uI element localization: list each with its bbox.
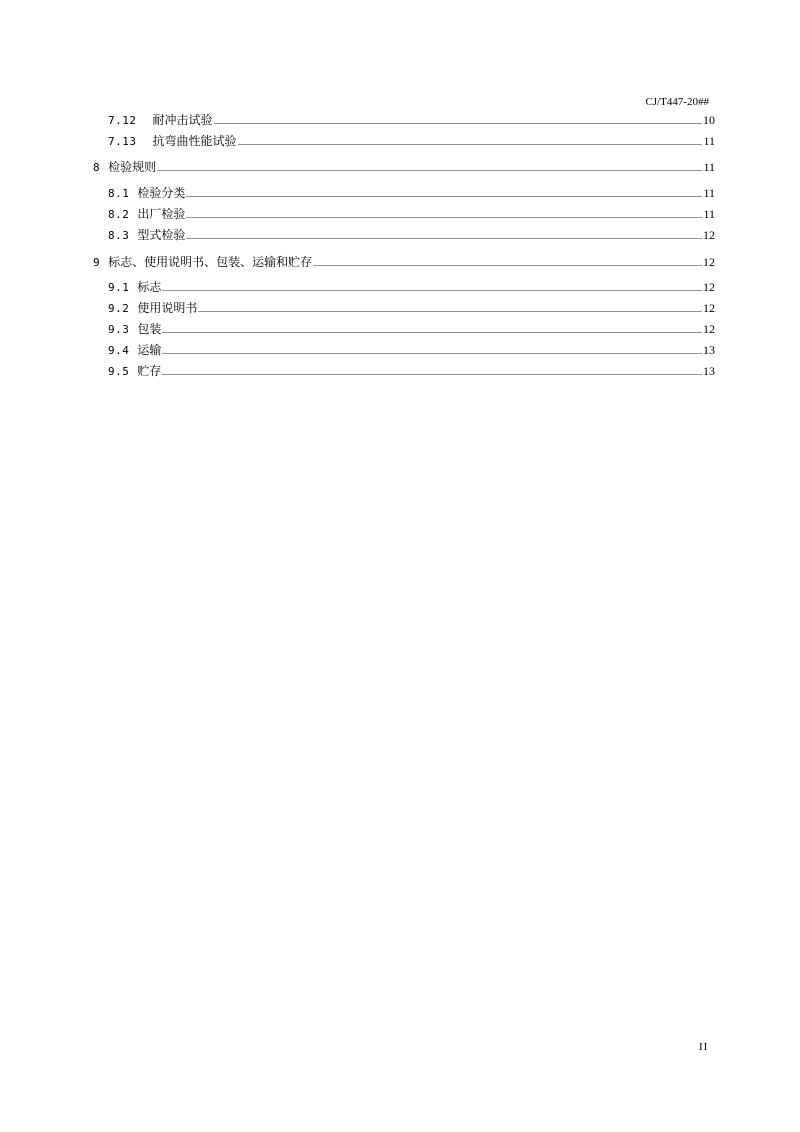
toc-entry-number: 8 (93, 161, 101, 174)
toc-entry-number: 8.1 (108, 187, 130, 200)
toc-entry-page: 12 (703, 322, 715, 336)
toc-entry-number: 9 (93, 256, 101, 269)
toc-entry-9-1[interactable] (108, 279, 715, 295)
dot-leader (198, 311, 702, 312)
toc-entry-number: 9.1 (108, 281, 130, 294)
toc-entry-9-2[interactable] (108, 300, 715, 316)
toc-entry-7-13[interactable] (108, 133, 715, 149)
toc-entry-page: 12 (703, 301, 715, 315)
toc-entry-page: 12 (703, 280, 715, 294)
dot-leader (313, 265, 702, 266)
toc-entry-number: 9.4 (108, 344, 130, 357)
toc-entry-title: 贮存 (137, 364, 162, 378)
toc-entry-page: 13 (703, 364, 715, 378)
toc-entry-9-5[interactable] (108, 363, 715, 379)
dot-leader (157, 170, 702, 171)
toc-entry-9-4[interactable] (108, 342, 715, 358)
toc-entry-number: 8.2 (108, 208, 130, 221)
document-code: CJ/T447-20## (645, 96, 709, 108)
dot-leader (238, 144, 703, 145)
page-number: II (699, 1041, 709, 1053)
toc-entry-8[interactable] (93, 159, 715, 175)
toc-entry-page: 11 (703, 207, 715, 221)
toc-entry-title: 检验分类 (137, 186, 186, 200)
toc-entry-page: 13 (703, 343, 715, 357)
toc-entry-title: 出厂检验 (137, 207, 186, 221)
toc-entry-7-12[interactable] (108, 112, 715, 128)
toc-entry-number: 9.5 (108, 365, 130, 378)
dot-leader (214, 123, 702, 124)
toc-entry-title: 抗弯曲性能试验 (152, 134, 237, 148)
dot-leader (162, 374, 702, 375)
toc-entry-8-1[interactable] (108, 185, 715, 201)
toc-entry-title: 标志 (137, 280, 162, 294)
toc-entry-9-3[interactable] (108, 321, 715, 337)
toc-entry-8-2[interactable] (108, 206, 715, 222)
dot-leader (162, 290, 702, 291)
toc-entry-number: 7.12 (108, 114, 137, 127)
toc-entry-title: 使用说明书 (137, 301, 198, 315)
toc-entry-9[interactable] (93, 254, 715, 270)
dot-leader (186, 217, 702, 218)
toc-entry-page: 12 (703, 255, 715, 269)
toc-entry-title: 标志、使用说明书、包装、运输和贮存 (108, 255, 313, 269)
dot-leader (162, 332, 702, 333)
toc-entry-number: 9.3 (108, 323, 130, 336)
toc-entry-title: 包装 (137, 322, 162, 336)
dot-leader (162, 353, 702, 354)
toc-entry-page: 10 (703, 113, 715, 127)
toc-entry-title: 检验规则 (108, 160, 157, 174)
toc-entry-page: 11 (703, 186, 715, 200)
toc-entry-page: 12 (703, 228, 715, 242)
toc-entry-title: 运输 (137, 343, 162, 357)
toc-entry-title: 耐冲击试验 (152, 113, 213, 127)
dot-leader (186, 196, 702, 197)
toc-entry-number: 8.3 (108, 229, 130, 242)
toc-entry-page: 11 (703, 160, 715, 174)
toc-entry-number: 7.13 (108, 135, 137, 148)
dot-leader (186, 238, 702, 239)
toc-entry-8-3[interactable] (108, 227, 715, 243)
toc-entry-title: 型式检验 (137, 228, 186, 242)
toc-entry-page: 11 (703, 134, 715, 148)
toc-entry-number: 9.2 (108, 302, 130, 315)
